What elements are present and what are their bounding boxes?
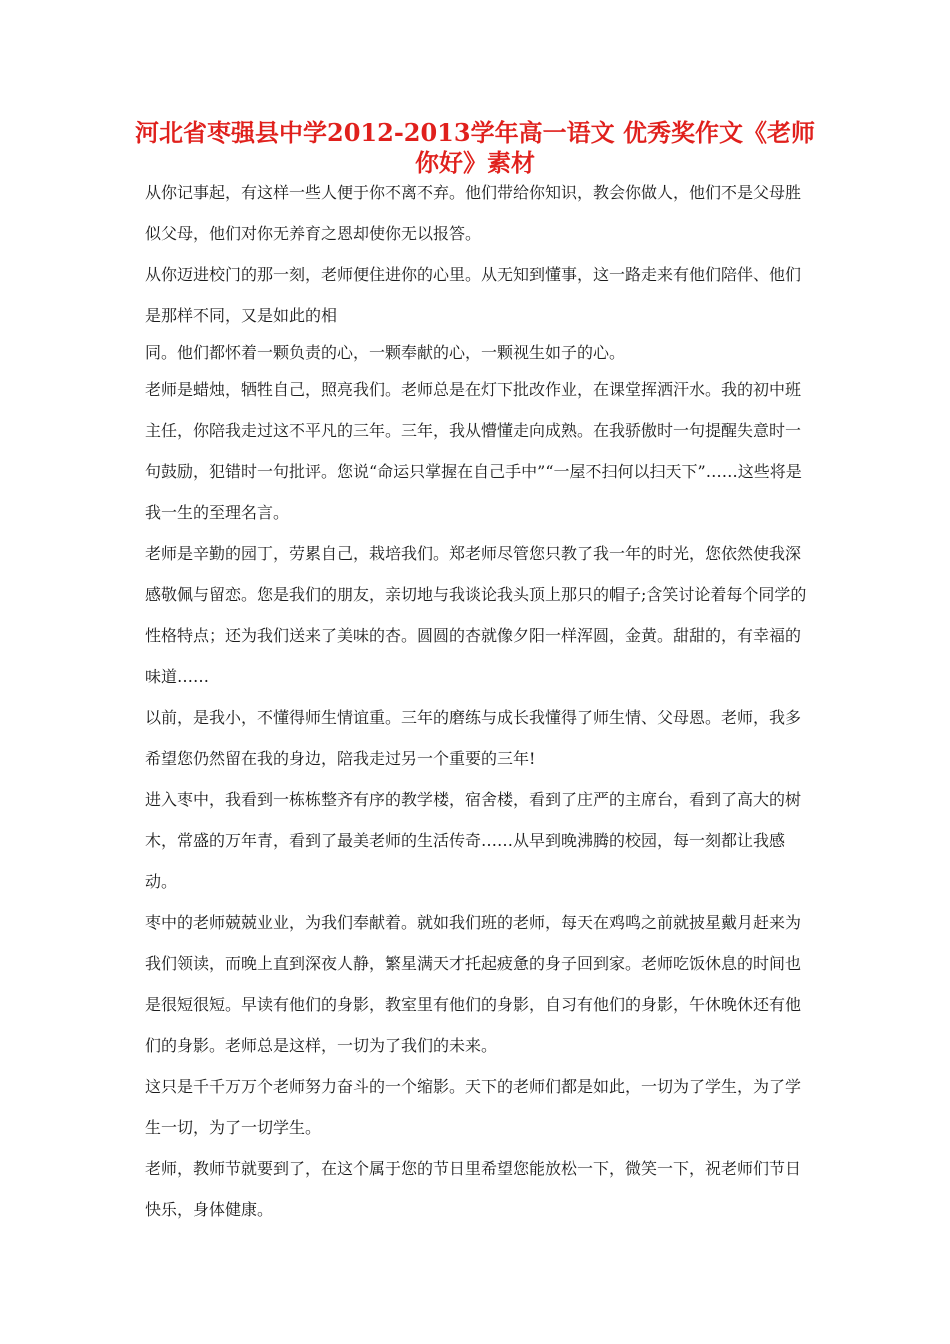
paragraph-4: 老师是蜡烛，牺牲自己，照亮我们。老师总是在灯下批改作业，在课堂挥洒汗水。我的初中班主任，你陪我走过这不平凡的三年。三年，我从懵懂走向成熟。在我骄傲时一句提醒失意时一句鼓励，犯错时一句批评。您说“命运只掌握在自己手中”“一屋不扫何以扫天下”……这些将是我一生的至理名言。: [145, 380, 802, 522]
document-body: [145, 172, 813, 1230]
paragraph-9: 这只是千千万万个老师努力奋斗的一个缩影。天下的老师们都是如此，一切为了学生，为了学生一切，为了一切学生。: [145, 1077, 802, 1137]
paragraph-8: 枣中的老师兢兢业业，为我们奉献着。就如我们班的老师，每天在鸡鸣之前就披星戴月赶来为我们领读，而晚上直到深夜人静，繁星满天才托起疲惫的身子回到家。老师吃饭休息的时间也是很短很短。早读有他们的身影，教室里有他们的身影，自习有他们的身影，午休晚休还有他们的身影。老师总是这样，一切为了我们的未来。: [145, 913, 802, 1055]
paragraph-5: 老师是辛勤的园丁，劳累自己，栽培我们。郑老师尽管您只教了我一年的时光，您依然使我深感敬佩与留恋。您是我们的朋友，亲切地与我谈论我头顶上那只的帽子;含笑讨论着每个同学的性格特点；还为我们送来了美味的杏。圆圆的杏就像夕阳一样浑圆，金黄。甜甜的，有幸福的味道……: [145, 544, 807, 686]
paragraph-6: 以前，是我小，不懂得师生情谊重。三年的磨练与成长我懂得了师生情、父母恩。老师，我多希望您仍然留在我的身边，陪我走过另一个重要的三年!: [145, 708, 802, 768]
paragraph-7: 进入枣中，我看到一栋栋整齐有序的教学楼，宿舍楼，看到了庄严的主席台，看到了高大的树木，常盛的万年青，看到了最美老师的生活传奇……从早到晚沸腾的校园，每一刻都让我感动。: [145, 790, 802, 891]
paragraph-10: 老师，教师节就要到了，在这个属于您的节日里希望您能放松一下，微笑一下，祝老师们节日快乐，身体健康。: [145, 1159, 802, 1219]
paragraph-1: 从你记事起，有这样一些人便于你不离不弃。他们带给你知识，教会你做人，他们不是父母胜似父母，他们对你无养育之恩却使你无以报答。: [145, 183, 802, 243]
paragraph-3: 同。他们都怀着一颗负责的心，一颗奉献的心，一颗视生如子的心。: [145, 343, 626, 362]
paragraph-2: 从你迈进校门的那一刻，老师便住进你的心里。从无知到懂事，这一路走来有他们陪伴、他们是那样不同，又是如此的相: [145, 265, 802, 325]
document-title: 河北省枣强县中学2012-2013学年高一语文 优秀奖作文《老师你好》素材: [135, 118, 815, 177]
